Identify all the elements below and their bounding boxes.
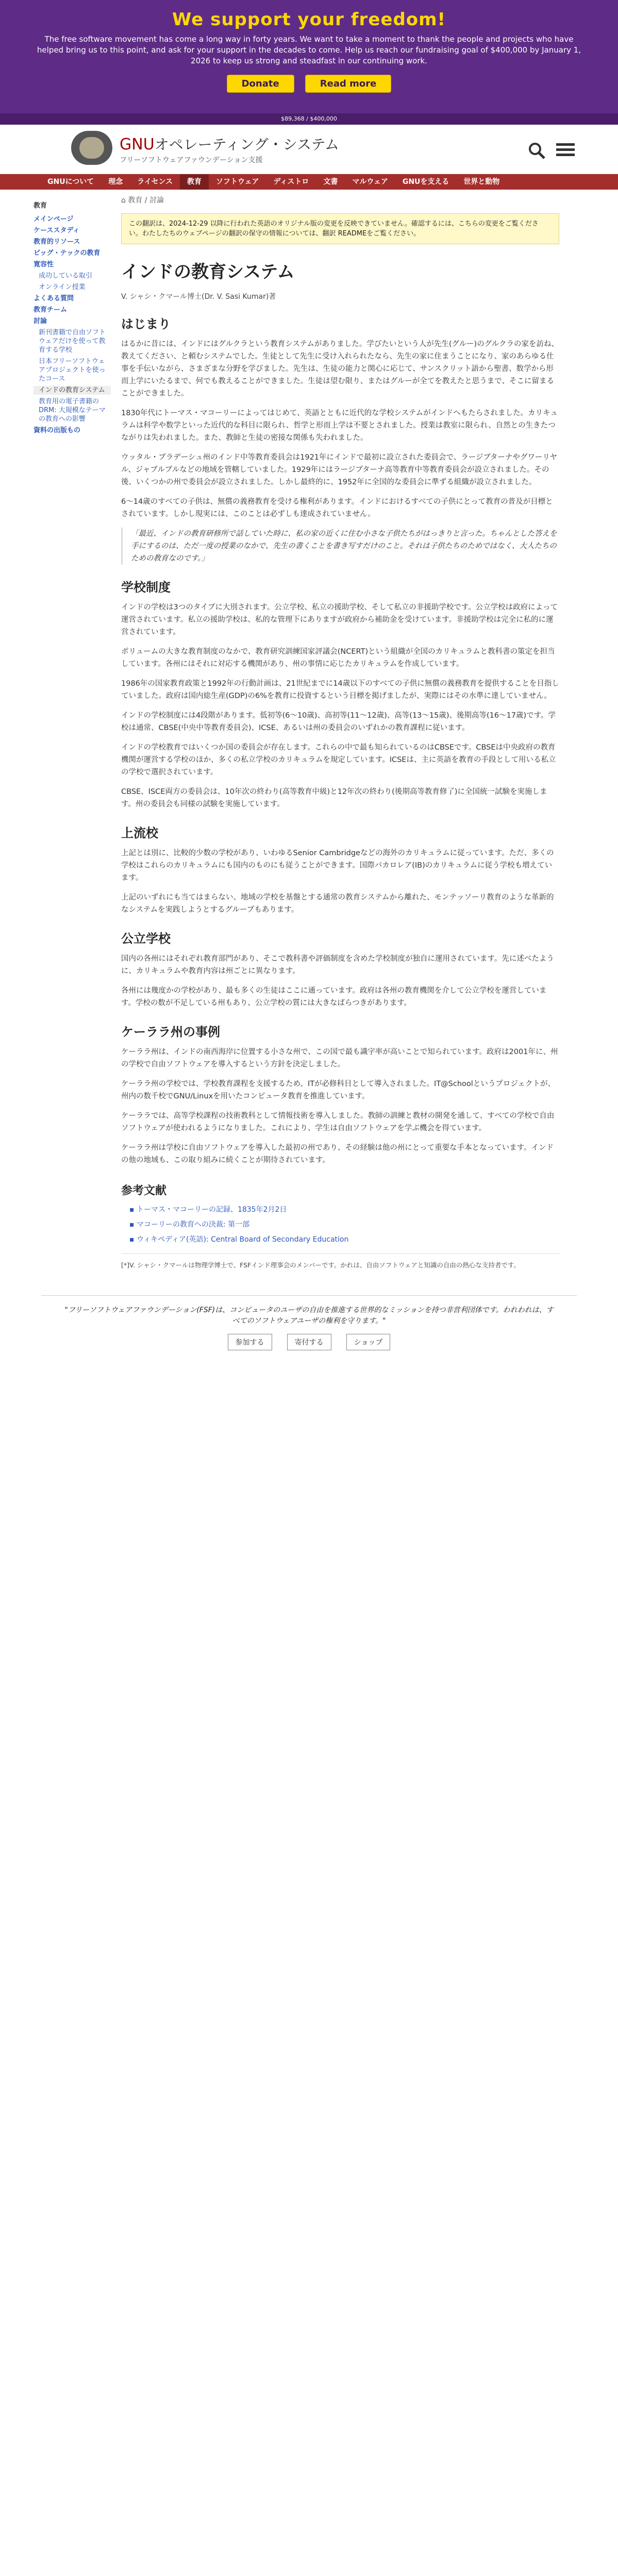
reference-link[interactable]: ▪ マコーリーの教育への決裁: 第一部 <box>129 1219 559 1229</box>
sidebar-item[interactable]: 新刊書籍で自由ソフトウェアだけを使って教育する学校 <box>39 329 106 354</box>
reference-link[interactable]: ▪ トーマス・マコーリーの記録、1835年2月2日 <box>129 1204 559 1214</box>
nav-item[interactable]: 世界と動物 <box>463 178 500 186</box>
sidebar-item[interactable]: 寛容性 <box>34 261 54 268</box>
nav-item[interactable]: ライセンス <box>137 178 173 186</box>
paragraph: ケーララ州は、インドの南西海岸に位置する小さな州で、この国で最も識字率が高いことで知られています。政府は2001年に、州の学校で自由ソフトウェアを導入するという方針を決定しました。 <box>121 1048 558 1069</box>
sidebar-item-current[interactable]: インドの教育システム <box>34 386 111 395</box>
sidebar-item[interactable]: 資料の出版もの <box>34 427 81 434</box>
translation-notice: この翻訳は、2024-12-29 以降に行われた英語のオリジナル版の変更を反映できていません。確認するには、こちらの変更をご覧ください。わたしたちのウェブページの翻訳の保守の情報については、翻訳 READMEをご覧ください。 <box>121 213 559 244</box>
breadcrumb[interactable]: 教育 / 討論 <box>128 196 164 205</box>
logo-gnu: GNU <box>120 135 155 154</box>
paragraph: ウッタル・プラデーシュ州のインド中等教育委員会は1921年にインドで最初に設立された委員会で、ラージプターナやグワーリヤル、ジャブルプルなどの地域を管轄していました。1929年にはラージプターナ高等教育中等教育委員会が設立されました。その後、いくつかの州で委員会が設立されました。しかし最終的に、1952年に全国的な委員会に準ずる組織が設立されました。 <box>121 453 558 486</box>
paragraph: インドの学校制度には4段階があります。低初等(6〜10歳)、高初等(11〜12歳)、高等(13〜15歳)、後期高等(16〜17歳)です。学校は通常、CBSE(中央中等教育委員会)、ICSE、あるいは州の委員会のいずれかの教育課程に従います。 <box>121 711 556 732</box>
logo-title: オペレーティング・システム <box>154 136 340 153</box>
references <box>121 1182 559 1244</box>
nav-item[interactable]: ディストロ <box>273 178 309 186</box>
sidebar-item[interactable]: ビッグ・テックの教育 <box>34 249 101 257</box>
nav-item[interactable]: 文書 <box>323 178 338 186</box>
home-icon[interactable]: ⌂ <box>121 196 126 205</box>
fundraising-progress: $89,368 / $400,000 <box>0 113 618 125</box>
nav-item[interactable]: GNUについて <box>47 178 94 186</box>
nav-item[interactable]: マルウェア <box>352 178 388 186</box>
sidebar-item[interactable]: 教育用の電子書籍のDRM: 大規模なテーマの教育への影響 <box>39 398 106 423</box>
author-footnote: [*]V. シャシ・クマールは物理学博士で、FSFインド理事会のメンバーです。かれは、自由ソフトウェアと知識の自由の熱心な支持者です。 <box>121 1253 559 1270</box>
sidebar <box>34 190 111 1270</box>
paragraph: 国内の各州にはそれぞれ教育部門があり、そこで教科書や評価制度を含めた学校制度が独自に運用されています。先に述べたように、カリキュラムや教育内容は州ごとに異なります。 <box>121 955 554 975</box>
paragraph: 上記のいずれにも当てはまらない、地域の学校を基盤とする通常の教育システムから離れた、モンテッソーリ教育のような革新的なシステムを実践しようとするグループもあります。 <box>121 893 554 914</box>
fsf-mission-quote: "フリーソフトウェアファウンデーション(FSF)は、コンピュータのユーザの自由を推進する世界的なミッションを持つ非営利団体です。われわれは、すべてのソフトウェアユーザの権利を守ります。" <box>64 1306 554 1325</box>
paragraph: 1986年の国家教育政策と1992年の行動計画は、21世紀までに14歳以下のすべての子供に無償の義務教育を提供することを目指していました。政府は国内総生産(GDP)の6%を教育に投資するという目標を掲げましたが、実際にはその水準に達していません。 <box>121 680 559 700</box>
gnu-head-icon <box>71 131 112 165</box>
quotation: 「最近、インドの教育研修所で話していた時に、私の家の近くに住む小さな子供たちがはっきりと言った。ちゃんとした答えを手にするのは、ただ一度の授業のなかで、先生の書くことを書き写すだけのこと。それは子供たちのためではなく、大人たちのための教育なのです。」 <box>121 528 559 565</box>
donation-banner <box>0 0 618 113</box>
paragraph: 1830年代にトーマス・マコーリーによってはじめて、英語とともに近代的な学校システムがインドへもたらされました。カリキュラムは科学や数学といった近代的な科目に限られ、哲学と形而上学は不要とされました。授業は教室に限られ、自然との生きたつながりは失われました。また、教師と生徒の密接な関係も失われました。 <box>121 409 558 442</box>
logo-subtitle: フリーソフトウェアファウンデーション支援 <box>120 156 263 164</box>
paragraph: ボリュームの大きな教育制度のなかで、教育研究訓練国家評議会(NCERT)という組織が全国のカリキュラムと教科書の策定を担当しています。各州にはそれに対応する機関があり、州の事情に応じたカリキュラムを作成しています。 <box>121 648 555 668</box>
sidebar-item[interactable]: オンライン授業 <box>39 283 86 291</box>
donate-button[interactable]: Donate <box>227 75 294 93</box>
author-byline: V. シャシ・クマール博士(Dr. V. Sasi Kumar)著 <box>121 293 276 301</box>
sidebar-item[interactable]: 日本フリーソフトウェアプロジェクトを使ったコース <box>39 358 106 383</box>
paragraph: 上記とは別に、比較的少数の学校があり、いわゆるSenior Cambridgeなどの海外のカリキュラムに従っています。ただ、多くの学校はこれらのカリキュラムにも国内のものにも従うことができます。国際バカロレア(IB)のカリキュラムに従う学校も増えています。 <box>121 849 554 882</box>
paragraph: ケーララでは、高等学校課程の技術教科として情報技術を導入しました。教師の訓練と教材の開発を通して、すべての学校で自由ソフトウェアが使われるようになりました。これにより、学生は自由ソフトウェアを学ぶ機会を得ています。 <box>121 1112 555 1132</box>
sidebar-header: 教育 <box>34 202 47 210</box>
section-heading: 上流校 <box>121 826 158 840</box>
paragraph: ケーララ州の学校では、学校教育課程を支援するため、ITが必修科目として導入されました。IT@Schoolというプロジェクトが、州内の数千校でGNU/Linuxを用いたコンピュータ教育を推進しています。 <box>121 1080 556 1100</box>
sidebar-item[interactable]: メインページ <box>34 215 74 223</box>
site-header <box>0 125 618 174</box>
sidebar-item[interactable]: 教育チーム <box>34 306 68 314</box>
paragraph: インドの学校教育ではいくつか国の委員会が存在します。これらの中で最も知られているのはCBSEです。CBSEは中央政府の教育機関が運営する学校のほか、多くの私立学校のカリキュラムを規定しています。ICSEは、主に英語を教育の手段として用いる私立の学校で選択されています。 <box>121 743 556 776</box>
section-heading: 学校制度 <box>121 580 171 595</box>
fsf-callout <box>41 1295 577 1360</box>
section-heading: ケーララ州の事例 <box>121 1025 220 1039</box>
main-nav <box>0 174 618 190</box>
gnu-logo[interactable] <box>71 131 339 165</box>
paragraph: CBSE、ISCE両方の委員会は、10年次の終わり(高等教育中級)と12年次の終わり(後期高等教育修了)に全国統一試験を実施します。州の委員会も同様の試験を実施しています。 <box>121 788 547 808</box>
paragraph: ケーララ州は学校に自由ソフトウェアを導入した最初の州であり、その経験は他の州にとって重要な手本となっています。インドの他の地域も、この取り組みに続くことが期待されています。 <box>121 1144 554 1164</box>
search-icon[interactable] <box>527 141 546 160</box>
banner-title: We support your freedom! <box>172 9 446 30</box>
page-title: インドの教育システム <box>121 262 295 282</box>
section-heading: はじまり <box>121 317 171 331</box>
shop-button[interactable]: ショップ <box>346 1334 391 1350</box>
nav-item-education[interactable]: 教育 <box>180 174 209 190</box>
read-more-button[interactable]: Read more <box>305 75 392 93</box>
nav-item[interactable]: ソフトウェア <box>216 178 259 186</box>
donate-footer-button[interactable]: 寄付する <box>287 1334 331 1350</box>
sidebar-item[interactable]: 成功している取引 <box>39 272 93 280</box>
sidebar-item[interactable]: 討論 <box>34 317 47 325</box>
banner-text: The free software movement has come a long way in forty years. We want to take a moment to thank the people and projects who have helped bring us to this point, and ask for your support in the decades to come. Help us reach our fundraising goal of $400,000 by January 1, 2026 to keep us strong and steadfast in our continuing work. <box>37 35 581 65</box>
paragraph: インドの学校は3つのタイプに大別されます。公立学校、私立の援助学校、そして私立の非援助学校です。公立学校は政府によって運営されています。私立の援助学校は、私的な管理下にありますが政府から補助金を受けています。非援助学校は完全に私的に運営されています。 <box>121 603 558 636</box>
paragraph: はるかに昔には、インドにはグルクラという教育システムがありました。学びたいという人が先生(グルー)のグルクラの家を訪ね、教えてください、と頼むシステムでした。生徒として先生に受け入れられたなら、先生の家に住まうことになり、家のあらゆる仕事を手伝いながら、さまざまな分野を学びました。先生は、生徒の能力と関心に応じて、サンスクリット語から聖書、数学から形而上学にいたるまで、何でも教えることができました。生徒は望む限り、またはグルーが全てを教えたと思うまで、そこに留まることができました。 <box>121 340 559 398</box>
main-content <box>121 190 559 1270</box>
sidebar-item[interactable]: ケーススタディ <box>34 227 80 234</box>
nav-item[interactable]: GNUを支える <box>402 178 449 186</box>
section-heading: 公立学校 <box>121 931 171 946</box>
hamburger-menu-icon[interactable] <box>556 142 575 158</box>
sidebar-item[interactable]: よくある質問 <box>34 295 74 302</box>
paragraph: 各州には幾度かの学校があり、最も多くの生徒はここに通っています。政府は各州の教育機関を介して公立学校を運営しています。学校の数が不足している州もあり、公立学校の質には大きなばらつきがあります。 <box>121 987 547 1007</box>
join-button[interactable]: 参加する <box>228 1334 272 1350</box>
paragraph: 6〜14歳のすべての子供は、無償の義務教育を受ける権利があります。インドにおけるすべての子供にとって教育の普及が目標とされています。しかし現実には、このことは必ずしも達成されていません。 <box>121 498 553 518</box>
nav-item[interactable]: 理念 <box>108 178 123 186</box>
reference-link[interactable]: ▪ ウィキペディア(英語): Central Board of Secondary Education <box>129 1234 559 1244</box>
sidebar-item[interactable]: 教育的リソース <box>34 238 80 246</box>
references-heading: 参考文献 <box>121 1184 167 1197</box>
